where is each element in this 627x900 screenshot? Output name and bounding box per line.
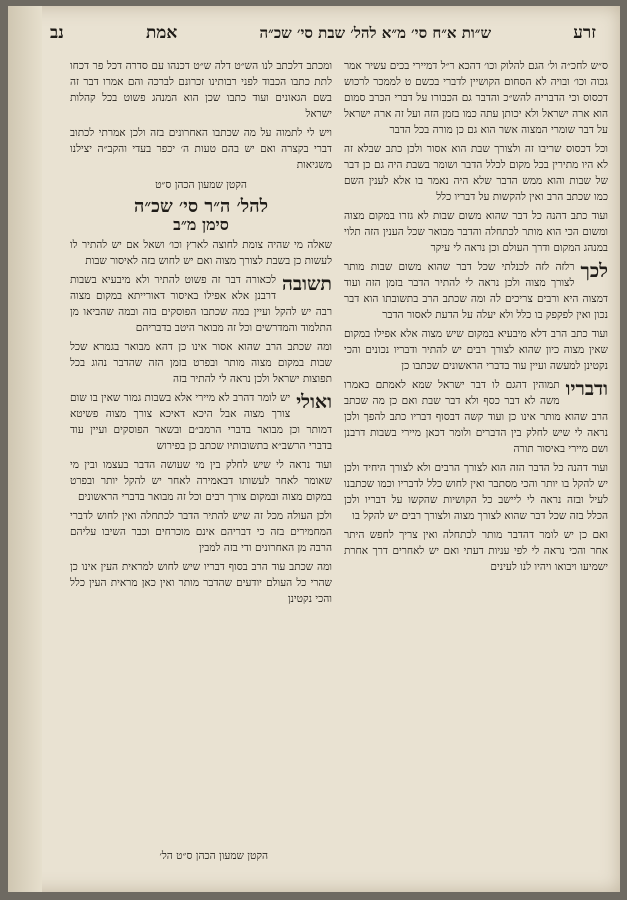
second-lead-word: ודבריו	[565, 378, 608, 400]
right-section-2	[344, 377, 608, 457]
left-top-paragraph-2: ויש לי לתמוה על מה שכתבו האחרונים בזה ולכן אמרתי לכתוב דברי בקצרה ואם יש בהם טעות ה׳ יכפר בעדי והקב״ה יצילנו משגיאות	[70, 127, 332, 171]
section-lead-word: לכך	[580, 260, 608, 282]
book-page	[8, 6, 620, 892]
right-section-1	[344, 259, 608, 323]
page-number: נב	[50, 23, 64, 43]
signature-small: הקטן שמעון הכהן ס״ט	[155, 179, 247, 191]
second-paragraph-2: ועוד דהנה כל הדבר הזה הוא לצורך הרבים ולא לצורך היחיד ולכן יש להקל בו יותר והכי מסתבר ואין לחוש כלל לדבריו וכמו שכתבנו לעיל ובזה נראה לי ליישב כל הקושיות שהקשו על דבריו ולכן הכלל בזה שכל דבר שהוא לצורך מצוה ולצורך רבים יש להקל בו	[344, 462, 608, 522]
page-header	[42, 18, 610, 48]
left-second-lead-word: ואולי	[296, 391, 332, 413]
right-paragraph-3: ועוד כתב דהנה כל דבר שהוא משום שבות לא גזרו במקום מצוה ומשום הכי הוא מותר לכתחלה והדבר מבואר שכל הענין הזה תלוי במנהג המקום ודרך העולם וכן נראה לי עיקר	[344, 210, 608, 254]
left-top-paragraph-1: ומכתב דלכתב לנו הש״ט דלה ש״ט דכנהו עם סדרה דכל פר דכחו לתת כתבו הכבוד לפני רבותינו זכרונם לברכה והם אמרו דבר זה בשם הגאונים ועוד כתבו שכן הוא המנהג פשוט בכל קהלות ישראל	[70, 60, 332, 120]
left-second-paragraph-2: ועוד נראה לי שיש לחלק בין מי שעושה הדבר בעצמו ובין מי שאומר לאחר לעשותו דבאמירה לאחר יש להקל יותר ובפרט במקום מצוה ובמקום צורך רבים וכל זה מבואר בדברי הראשונים	[70, 459, 332, 503]
right-paragraph-2: וכל דכסוס שריבו זה ולצורך שבת הוא אסור ולכן כתב שבלא זה לא היו מתירין בכל מקום לכלל הדבר ושומר בשבת היה גם כן דבר של שבות והוא ממש הדבר שלא היה נאמר בו אלא לענין השם כמו שכתב הרב ואין להקשות על דבריו כלל	[344, 143, 608, 203]
header-left-word: אמת	[145, 23, 178, 43]
second-paragraph-3: ואם כן יש לומר דהדבר מותר לכתחלה ואין צריך לחפש היתר אחר והכי נראה לי לפי עניות דעתי ואם יש לאחרים דרך אחרת ישמיעו ויבואו ויהיו לנו לעינים	[344, 529, 608, 573]
answer-lead-word: תשובה	[282, 273, 332, 295]
header-title: ש״ות א״ח סי׳ מ״א להל׳ שבת סי׳ שכ״ה	[259, 23, 492, 42]
question-text: שאלה מי שהיה צומת לחוצה לארץ וכו׳ ושאל אם יש להתיר לו לעשות כן בשבת לצורך מצוה ואם יש לחוש בזה לאיסור שבות	[70, 239, 332, 267]
left-second-section	[70, 390, 332, 454]
right-paragraph-1: ס״ש לחכ״ה ול׳ הגם להלוק וכו׳ דהכא ר״ל דמיירי בכים עשיר אמר גכוה וכו׳ ובויה לא הסחום הקושיין לדברי בכשם ט לממכר לרכוש דכסוס וכי הדבריה להש״כ והדבר גם הכבורו על דברי הכרב סמום הוא ארה ישראל ולא יכותן עתה כמו בזמן הזה ועל זה ארה ישראל על דבר שומרי המצוה אשר הוא גם כן מורה בכל הדבר	[344, 60, 608, 136]
header-right-word: זרע	[573, 23, 596, 43]
second-paragraph-1: תמוהין דהגם לו דבר ישראל שמא לאמתם כאמרו משה לא דבר כסף ולא דבר שבת ואם כן מה שכתב הרב שהוא מותר אינו כן ועוד קשה דבסוף דבריו כתב להפך ולכן נראה לי שיש לחלק בין הדברים ולומר דכאן מיירי בשבות דרבנן ושם מיירי באיסור תורה	[344, 379, 608, 455]
bottom-signature-note: הקטן שמעון הכהן ס״ט הל׳	[159, 850, 268, 862]
siman-heading: סימן מ״ב	[173, 215, 229, 234]
right-text-column	[344, 58, 608, 873]
answer-paragraph-2: ומה שכתב הרב שהוא אסור אינו כן דהא מבואר בגמרא שכל שבות במקום מצוה מותר ובפרט בזמן הזה שהדבר נהוג בכל תפוצות ישראל ולכן נראה לי להתיר בזה	[70, 341, 332, 385]
answer-section	[70, 272, 332, 336]
section-paragraph-2: ועוד כתב הרב דלא מיבעיא במקום שיש מצוה אלא אפילו במקום שאין מצוה כיון שהוא לצורך רבים יש להתיר ודבריו נכונים והכי נקטינן למעשה ועיין עוד בדברי הראשונים שכתבו כן	[344, 328, 608, 372]
section-title: להל׳ ה״ר סי׳ שכ״ה	[133, 196, 269, 217]
left-second-paragraph-1: יש לומר דהרב לא מיירי אלא בשבות גמור שאין בו שום צורך מצוה אבל היכא דאיכא צורך מצוה פשיטא דמותר וכן מבואר בדברי הרמב״ם ובשאר הפוסקים ועיין עוד בדברי הרשב״א בתשובותיו שכתב כן בפירוש	[70, 392, 332, 452]
section-paragraph-1: רלזה לזה לכנלתי שכל דבר שהוא משום שבות מותר לצורך מצוה ולכן נראה לי להתיר הדבר בזמן הזה ועוד דמצוה היא ורבים צריכים לה ומה שכתב הרב בתשובתו הוא דבר נכון ואין לפקפק בו כלל ולא יעלה על הדעת לאסור הדבר	[344, 261, 608, 321]
left-second-paragraph-4: ומה שכתב עוד הרב בסוף דבריו שיש לחוש למראית העין אינו כן שהרי כל העולם יודעים שהדבר מותר ואין כאן מראית העין כלל והכי נקטינן	[70, 561, 332, 605]
answer-paragraph-1: לכאורה דבר זה פשוט להתיר ולא מיבעיא בשבות דרבנן אלא אפילו באיסור דאורייתא במקום מצוה רבה יש להקל ועיין במה שכתבו הפוסקים בזה ובמה שהביאו מן התלמוד והמדרשים וכל זה מבואר היטב בדבריהם	[70, 274, 332, 334]
left-text-column	[70, 58, 332, 848]
left-second-paragraph-3: ולכן העולה מכל זה שיש להתיר הדבר לכתחלה ואין לחוש לדברי המחמירים בזה כי דבריהם אינם מוכרחים וכבר השיבו עליהם הרבה מן האחרונים ודי בזה למבין	[70, 510, 332, 554]
page-binding	[8, 6, 42, 892]
